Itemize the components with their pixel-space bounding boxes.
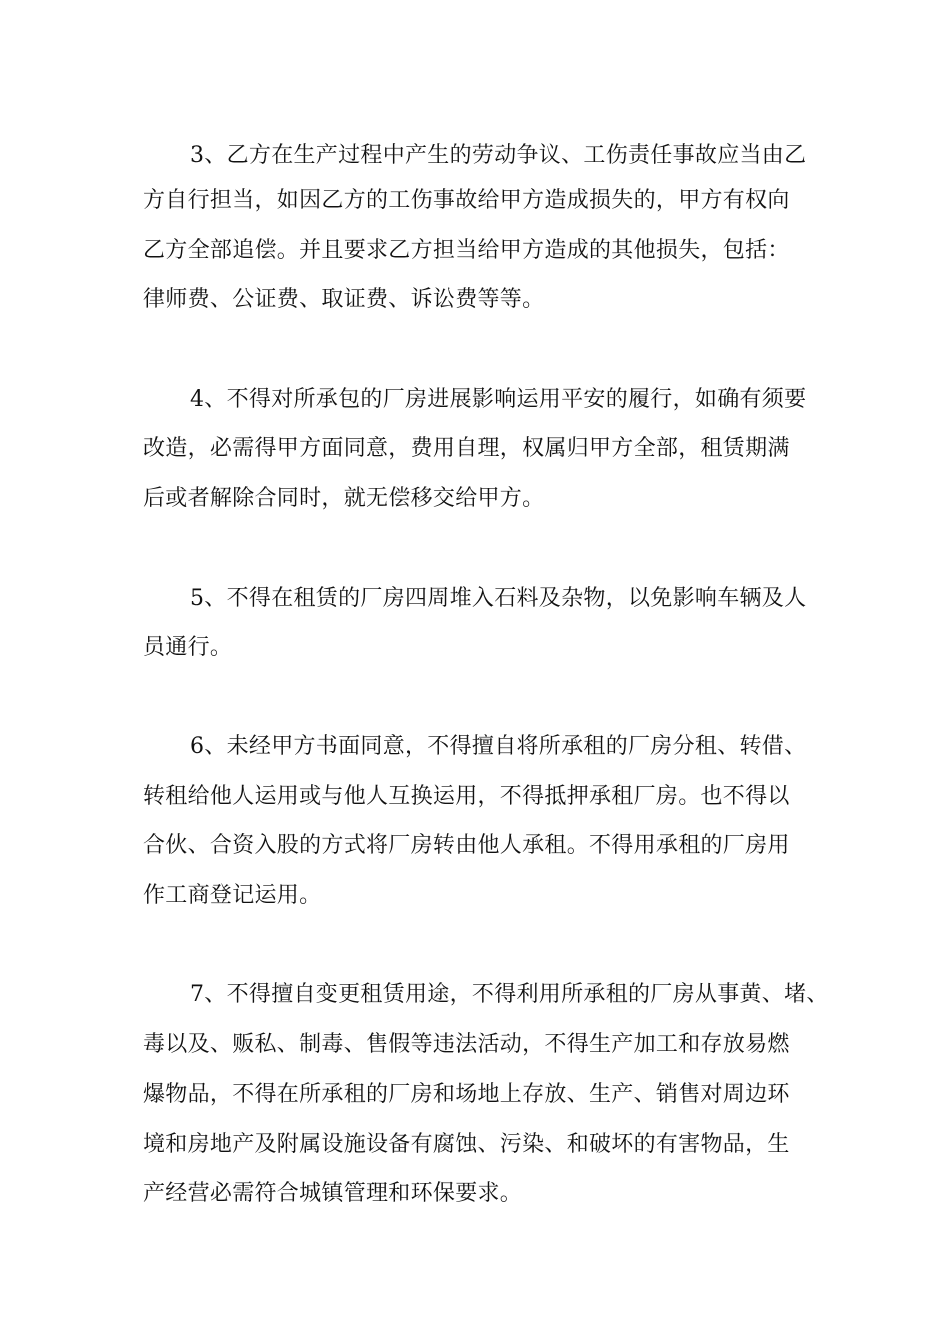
clause-line: 乙方全部追偿。并且要求乙方担当给甲方造成的其他损失，包括： bbox=[143, 238, 790, 263]
clause-line: 改造，必需得甲方面同意，费用自理，权属归甲方全部，租赁期满 bbox=[143, 436, 790, 461]
clause-line: 4、不得对所承包的厂房进展影响运用平安的履行，如确有须要 bbox=[190, 387, 807, 412]
clause-line: 3、乙方在生产过程中产生的劳动争议、工伤责任事故应当由乙 bbox=[190, 143, 807, 168]
clause-line: 7、不得擅自变更租赁用途，不得利用所承租的厂房从事黄、堵、 bbox=[190, 982, 829, 1007]
clause-line: 后或者解除合同时，就无偿移交给甲方。 bbox=[143, 486, 545, 511]
clause-line: 产经营必需符合城镇管理和环保要求。 bbox=[143, 1181, 523, 1206]
clause-line: 毒以及、贩私、制毒、售假等违法活动，不得生产加工和存放易燃 bbox=[143, 1032, 790, 1057]
clause-line: 律师费、公证费、取证费、诉讼费等等。 bbox=[143, 287, 545, 312]
clause-line: 员通行。 bbox=[143, 635, 233, 660]
clause-line: 6、未经甲方书面同意，不得擅自将所承租的厂房分租、转借、 bbox=[190, 734, 807, 759]
clause-line: 方自行担当，如因乙方的工伤事故给甲方造成损失的，甲方有权向 bbox=[143, 188, 790, 213]
clause-line: 转租给他人运用或与他人互换运用，不得抵押承租厂房。也不得以 bbox=[143, 784, 790, 809]
clause-line: 境和房地产及附属设施设备有腐蚀、污染、和破坏的有害物品，生 bbox=[143, 1132, 790, 1157]
clause-line: 5、不得在租赁的厂房四周堆入石料及杂物，以免影响车辆及人 bbox=[190, 586, 807, 611]
clause-line: 合伙、合资入股的方式将厂房转由他人承租。不得用承租的厂房用 bbox=[143, 833, 790, 858]
clause-line: 爆物品，不得在所承租的厂房和场地上存放、生产、销售对周边环 bbox=[143, 1082, 790, 1107]
clause-line: 作工商登记运用。 bbox=[143, 883, 322, 908]
